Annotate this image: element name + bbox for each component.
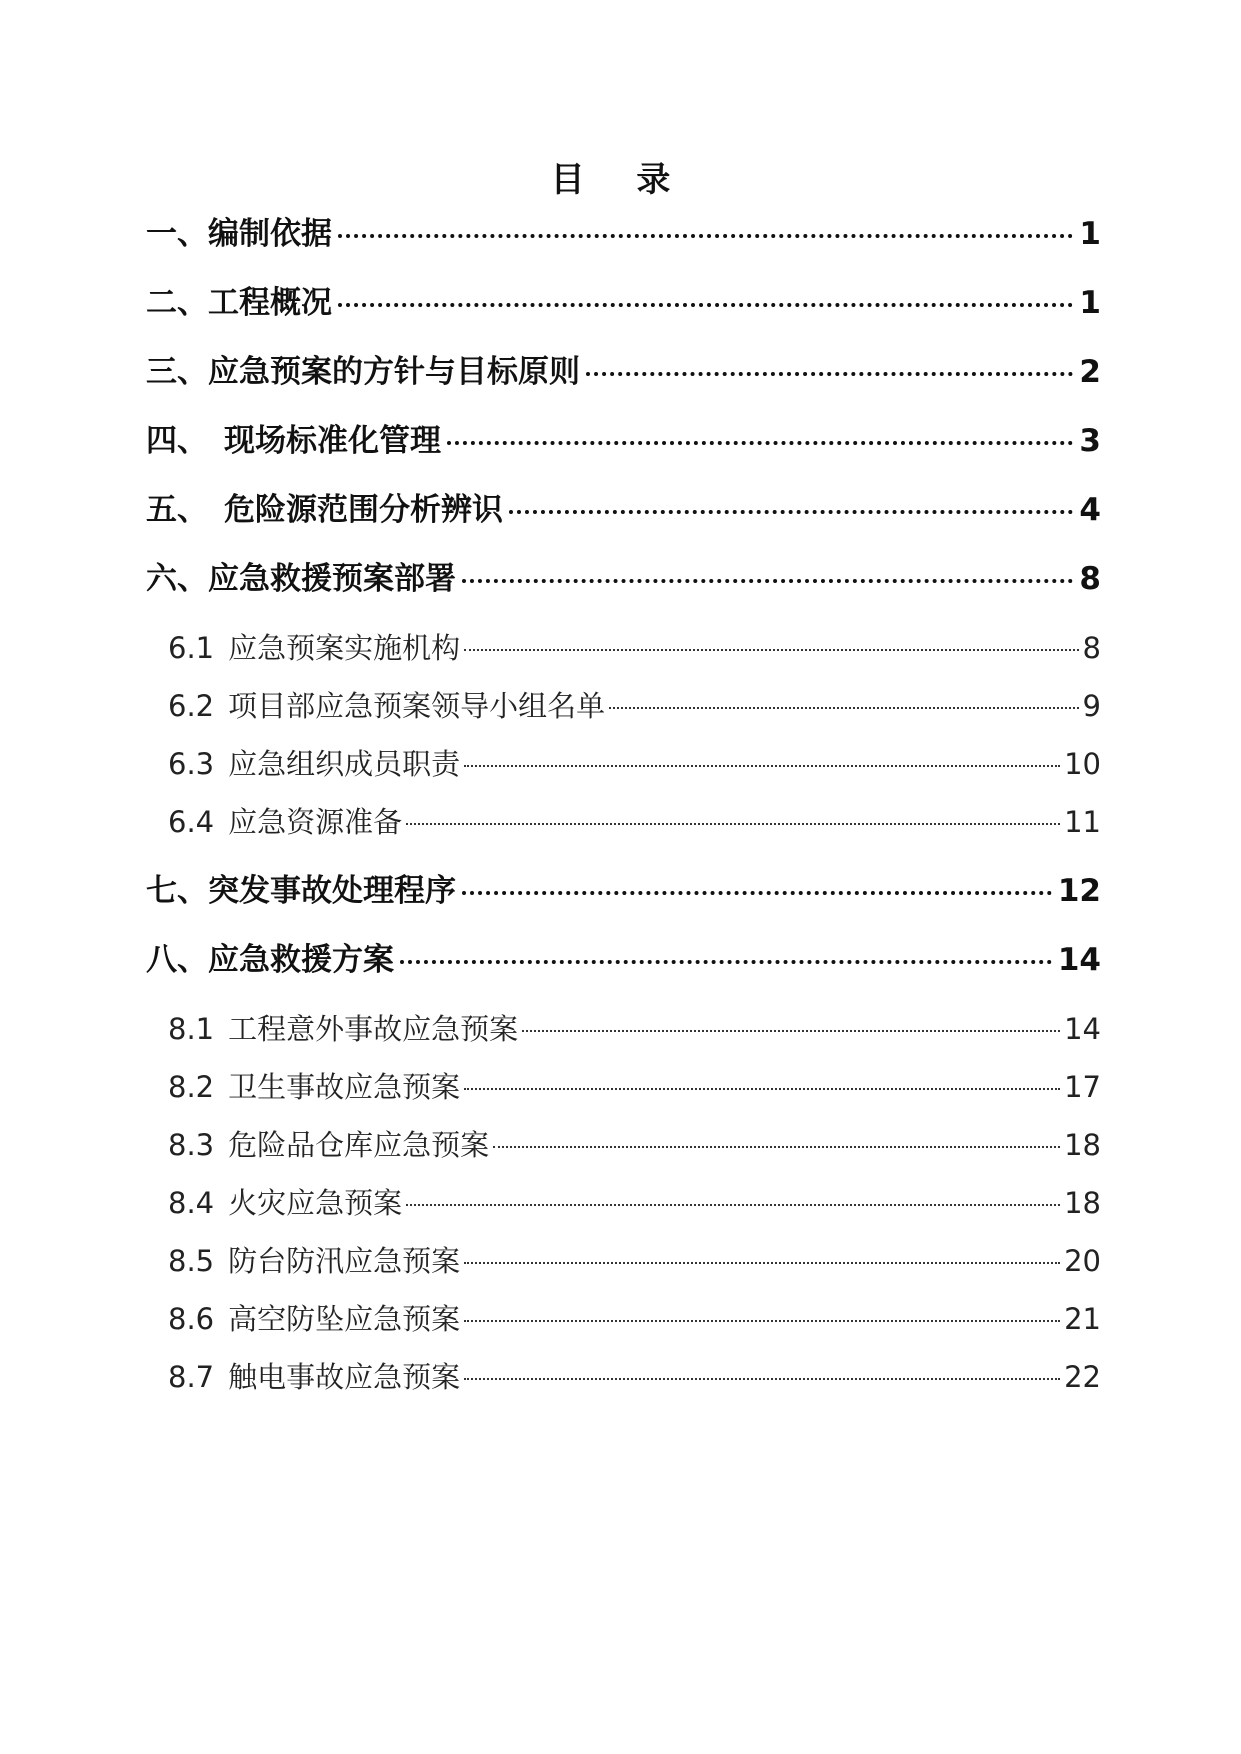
toc-entry-8-6[interactable] (168, 1297, 1101, 1341)
toc-entry-page: 1 (1079, 285, 1101, 321)
toc-entry-page: 18 (1064, 1186, 1101, 1220)
toc-title: 目 录 (550, 160, 691, 200)
dot-leader (493, 1145, 1060, 1148)
toc-entry-number: 6.1 (168, 631, 215, 665)
toc-entry-8-5[interactable] (168, 1239, 1101, 1283)
toc-entry-8-1[interactable] (168, 1007, 1101, 1051)
toc-entry-text: 应急预案的方针与目标原则 (208, 354, 580, 390)
toc-entry-number: 八、 (146, 942, 208, 978)
toc-entry-text: 应急救援方案 (208, 942, 394, 978)
toc-entry-3[interactable] (146, 350, 1101, 394)
toc-entry-text: 防台防汛应急预案 (228, 1244, 461, 1278)
toc-entry-text: 触电事故应急预案 (228, 1360, 461, 1394)
toc-entry-page: 18 (1064, 1128, 1101, 1162)
toc-entry-text: 应急救援预案部署 (208, 561, 456, 597)
toc-entry-page: 8 (1079, 561, 1101, 597)
toc-entry-text: 突发事故处理程序 (208, 873, 456, 909)
toc-entry-page: 10 (1064, 747, 1101, 781)
toc-entry-text: 高空防坠应急预案 (228, 1302, 461, 1336)
toc-entry-text: 应急预案实施机构 (228, 631, 461, 665)
toc-entry-page: 21 (1064, 1302, 1101, 1336)
dot-leader (464, 1319, 1060, 1322)
dot-leader (406, 1203, 1060, 1206)
toc-entry-page: 22 (1064, 1360, 1101, 1394)
toc-entry-number: 二、 (146, 285, 208, 321)
toc-entry-page: 17 (1064, 1070, 1101, 1104)
toc-entry-page: 2 (1079, 354, 1101, 390)
toc-entry-number: 三、 (146, 354, 208, 390)
dot-leader (464, 764, 1060, 767)
toc-entry-4[interactable] (146, 419, 1101, 463)
toc-entry-6-3[interactable] (168, 742, 1101, 786)
toc-entry-text: 危险源范围分析辨识 (224, 492, 503, 528)
toc-entry-number: 一、 (146, 216, 208, 252)
toc-entry-page: 14 (1064, 1012, 1101, 1046)
dot-leader (586, 371, 1073, 376)
dot-leader (464, 1261, 1060, 1264)
toc-entry-page: 11 (1064, 805, 1101, 839)
toc-entry-8-7[interactable] (168, 1355, 1101, 1399)
dot-leader (338, 233, 1073, 238)
toc-entry-page: 20 (1064, 1244, 1101, 1278)
toc-entry-7[interactable] (146, 869, 1101, 913)
toc-entry-8[interactable] (146, 938, 1101, 982)
toc-entry-page: 4 (1079, 492, 1101, 528)
toc-entry-number: 8.4 (168, 1186, 215, 1220)
toc-entry-text: 火灾应急预案 (228, 1186, 403, 1220)
dot-leader (464, 1087, 1060, 1090)
toc-entry-6-2[interactable] (168, 684, 1101, 728)
toc-entry-1[interactable] (146, 212, 1101, 256)
toc-entry-number: 五、 (146, 492, 208, 528)
toc-entry-page: 1 (1079, 216, 1101, 252)
toc-entry-page: 3 (1079, 423, 1101, 459)
toc-entry-text: 现场标准化管理 (224, 423, 441, 459)
toc-entry-number: 8.3 (168, 1128, 215, 1162)
toc-entry-number: 8.6 (168, 1302, 215, 1336)
toc-entry-number: 8.5 (168, 1244, 215, 1278)
toc-entry-text: 工程概况 (208, 285, 332, 321)
toc-entry-2[interactable] (146, 281, 1101, 325)
toc-entry-number: 8.2 (168, 1070, 215, 1104)
dot-leader (400, 959, 1052, 964)
dot-leader (522, 1029, 1060, 1032)
toc-entry-page: 12 (1057, 873, 1101, 909)
toc-entry-6-1[interactable] (168, 626, 1101, 670)
toc-entry-8-3[interactable] (168, 1123, 1101, 1167)
toc-entry-5[interactable] (146, 488, 1101, 532)
toc-entry-6-4[interactable] (168, 800, 1101, 844)
dot-leader (338, 302, 1073, 307)
dot-leader (462, 890, 1052, 895)
toc-entry-number: 8.7 (168, 1360, 215, 1394)
toc-entry-6[interactable] (146, 557, 1101, 601)
dot-leader (462, 578, 1073, 583)
toc-entry-text: 应急资源准备 (228, 805, 403, 839)
toc-entry-text: 应急组织成员职责 (228, 747, 461, 781)
toc-entry-8-2[interactable] (168, 1065, 1101, 1109)
toc-entry-8-4[interactable] (168, 1181, 1101, 1225)
dot-leader (609, 706, 1078, 709)
toc-entry-page: 8 (1082, 631, 1101, 665)
dot-leader (464, 648, 1078, 651)
toc-entry-number: 8.1 (168, 1012, 215, 1046)
dot-leader (509, 509, 1073, 514)
toc-entry-number: 6.3 (168, 747, 215, 781)
dot-leader (406, 822, 1060, 825)
toc-entry-text: 危险品仓库应急预案 (228, 1128, 490, 1162)
toc-entry-text: 项目部应急预案领导小组名单 (228, 689, 606, 723)
toc-entry-number: 6.2 (168, 689, 215, 723)
dot-leader (464, 1377, 1060, 1380)
toc-entry-text: 卫生事故应急预案 (228, 1070, 461, 1104)
toc-entry-page: 14 (1057, 942, 1101, 978)
toc-entry-page: 9 (1082, 689, 1101, 723)
toc-entry-number: 四、 (146, 423, 208, 459)
toc-entry-text: 编制依据 (208, 216, 332, 252)
dot-leader (447, 440, 1073, 445)
toc-entry-text: 工程意外事故应急预案 (228, 1012, 519, 1046)
toc-entry-number: 六、 (146, 561, 208, 597)
toc-entry-number: 6.4 (168, 805, 215, 839)
toc-entry-number: 七、 (146, 873, 208, 909)
